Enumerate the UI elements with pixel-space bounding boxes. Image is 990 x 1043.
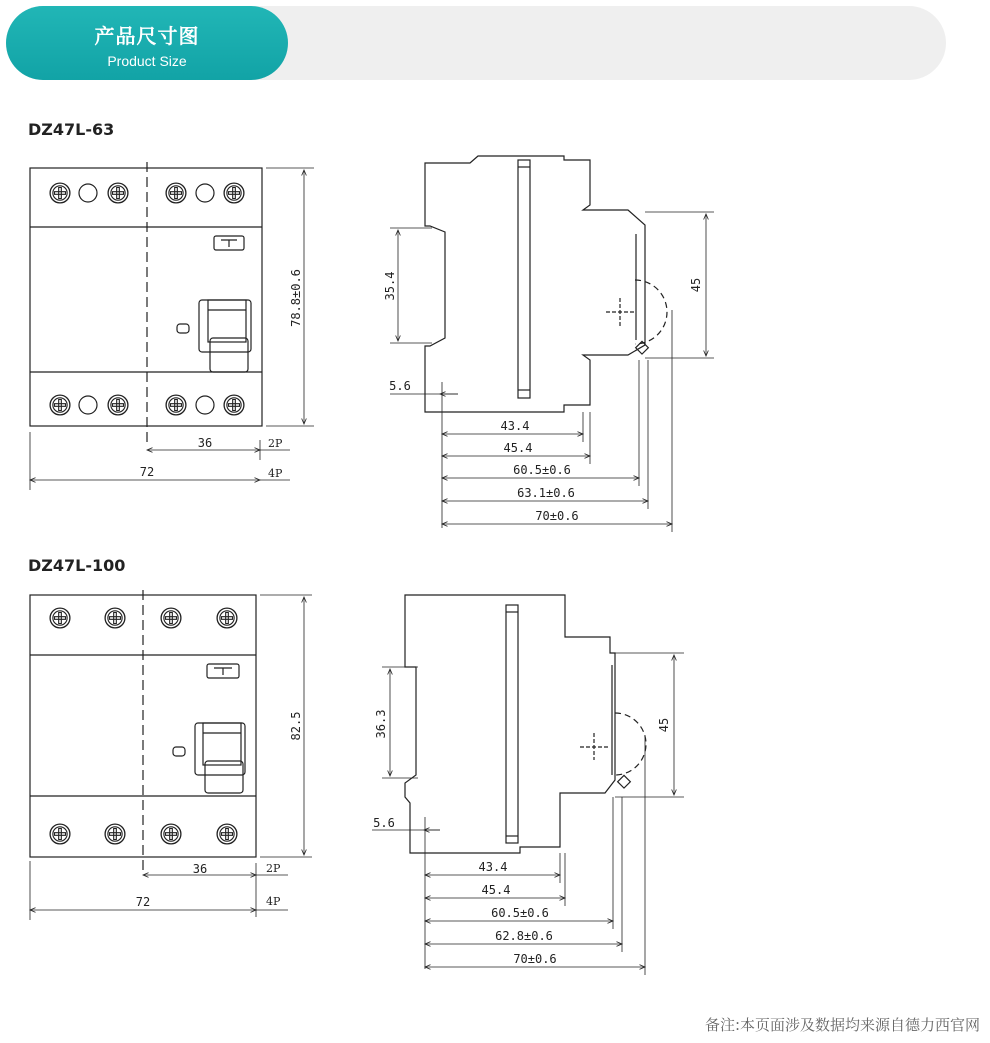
depth-dim-4: 62.8±0.6 bbox=[495, 929, 553, 943]
side-view bbox=[405, 595, 646, 853]
pole-label-2p: 2P bbox=[266, 862, 281, 875]
depth-dim-2: 45.4 bbox=[503, 441, 533, 455]
rail-dim-label: 35.4 bbox=[383, 271, 397, 301]
width-4p-label: 72 bbox=[139, 465, 155, 479]
depth-dim-5: 70±0.6 bbox=[535, 509, 579, 523]
depth-dim-3: 60.5±0.6 bbox=[513, 463, 571, 477]
pole-label-4p: 4P bbox=[268, 467, 283, 480]
depth-dim-1: 43.4 bbox=[478, 860, 508, 874]
front-height-label: 82.5 bbox=[289, 711, 303, 741]
front-view bbox=[30, 590, 256, 873]
width-4p-label: 72 bbox=[135, 895, 151, 909]
model-name: DZ47L-63 bbox=[28, 120, 115, 139]
width-2p-label: 36 bbox=[192, 862, 208, 876]
offset-dim-label: 5.6 bbox=[373, 816, 395, 830]
depth-dim-2: 45.4 bbox=[481, 883, 511, 897]
front-view bbox=[30, 162, 262, 446]
section-title-en: Product Size bbox=[107, 53, 187, 69]
dz47l-63-drawing bbox=[0, 150, 990, 540]
model-name: DZ47L-100 bbox=[28, 556, 126, 575]
depth-dim-3: 60.5±0.6 bbox=[491, 906, 549, 920]
width-2p-label: 36 bbox=[197, 436, 213, 450]
handle-dim-label: 45 bbox=[689, 277, 703, 293]
pole-label-4p: 4P bbox=[266, 895, 281, 908]
depth-dim-1: 43.4 bbox=[500, 419, 530, 433]
section-title-pill bbox=[6, 6, 288, 80]
front-height-label: 78.8±0.6 bbox=[289, 269, 303, 327]
depth-dim-5: 70±0.6 bbox=[513, 952, 557, 966]
depth-dim-4: 63.1±0.6 bbox=[517, 486, 575, 500]
footnote: 备注:本页面涉及数据均来源自德力西官网 bbox=[704, 1016, 980, 1034]
dz47l-100-drawing bbox=[0, 585, 990, 985]
pole-label-2p: 2P bbox=[268, 437, 283, 450]
offset-dim-label: 5.6 bbox=[389, 379, 411, 393]
handle-dim-label: 45 bbox=[657, 717, 671, 733]
section-title-cn: 产品尺寸图 bbox=[94, 24, 200, 48]
rail-dim-label: 36.3 bbox=[374, 709, 388, 739]
side-view bbox=[425, 156, 667, 412]
side-dimensions bbox=[390, 212, 714, 532]
side-dimensions bbox=[372, 653, 684, 975]
